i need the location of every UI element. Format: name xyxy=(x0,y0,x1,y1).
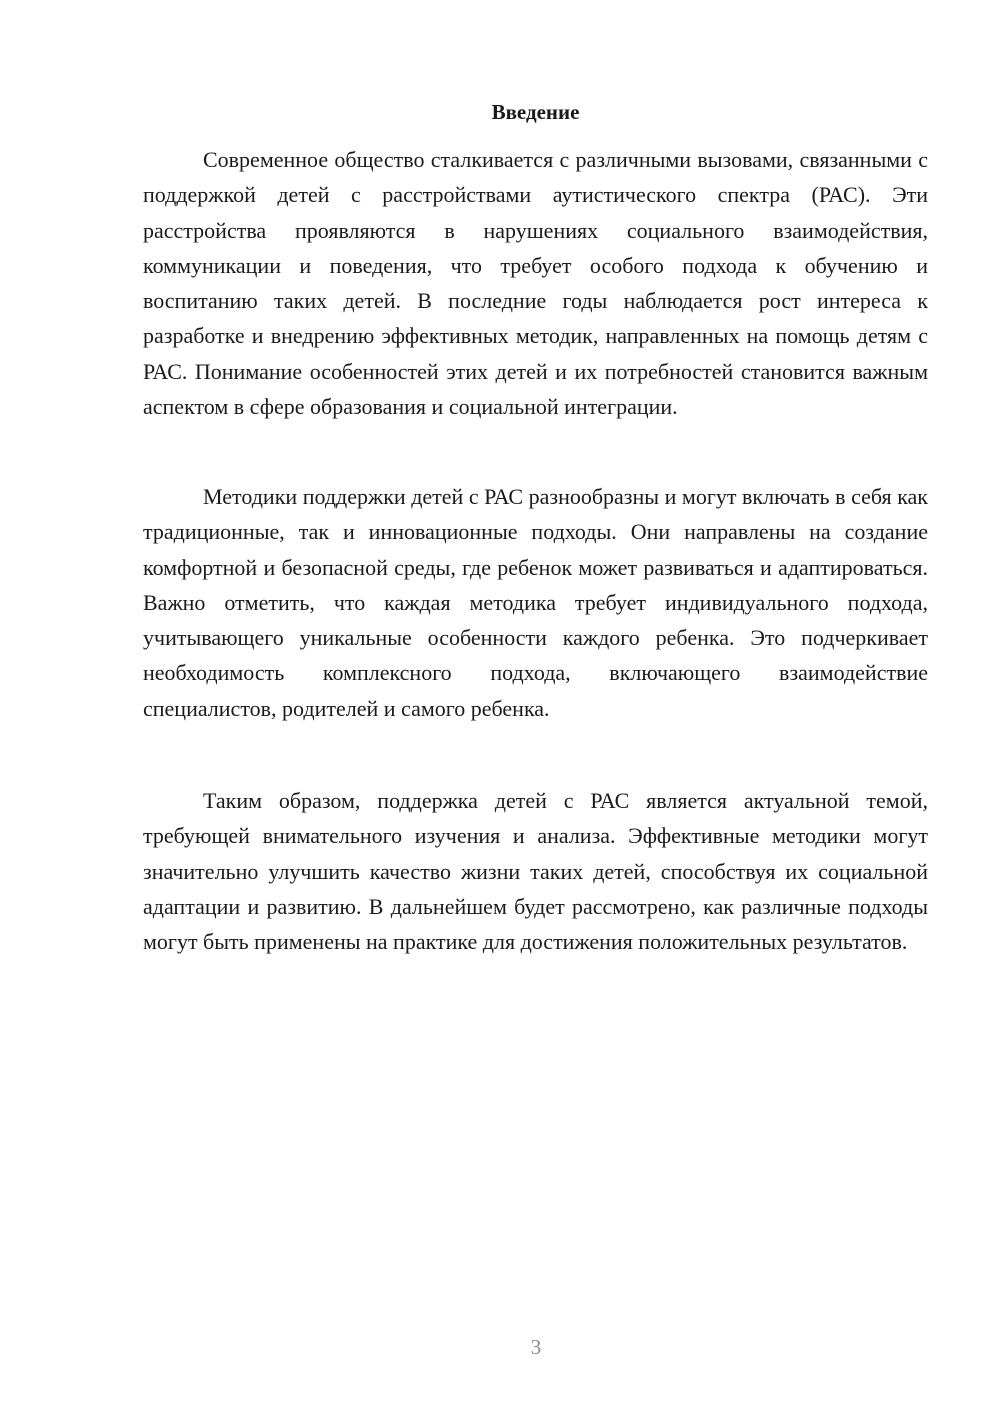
page-number: 3 xyxy=(530,1335,542,1359)
paragraph-3: Таким образом, поддержка детей с РАС является актуальной темой, требующей внимательного изучения и анализа. Эффективные методики могут значительно улучшить качество жизни таких детей, способствуя их социальной адаптации и развитию. В дальнейшем будет рассмотрено, как различные подходы могут быть применены на практике для достижения положительных результатов. xyxy=(143,788,928,955)
paragraph-2: Методики поддержки детей с РАС разнообразны и могут включать в себя как традиционные, так и инновационные подходы. Они направлены на создание комфортной и безопасной среды, где ребенок может развиваться и адаптироваться. Важно отметить, что каждая методика требует индивидуального подхода, учитывающего уникальные особенности каждого ребенка. Это подчеркивает необходимость комплексного подхода, включающего взаимодействие специалистов, родителей и самого ребенка. xyxy=(143,484,928,721)
section-heading: Введение xyxy=(491,100,580,124)
paragraph-1: Современное общество сталкивается с различными вызовами, связанными с поддержкой детей с расстройствами аутистического спектра (РАС). Эти расстройства проявляются в нарушениях социального взаимодействия, коммуникации и поведения, что требует особого подхода к обучению и воспитанию таких детей. В последние годы наблюдается рост интереса к разработке и внедрению эффективных методик, направленных на помощь детям с РАС. Понимание особенностей этих детей и их потребностей становится важным аспектом в сфере образования и социальной интеграции. xyxy=(143,147,928,420)
